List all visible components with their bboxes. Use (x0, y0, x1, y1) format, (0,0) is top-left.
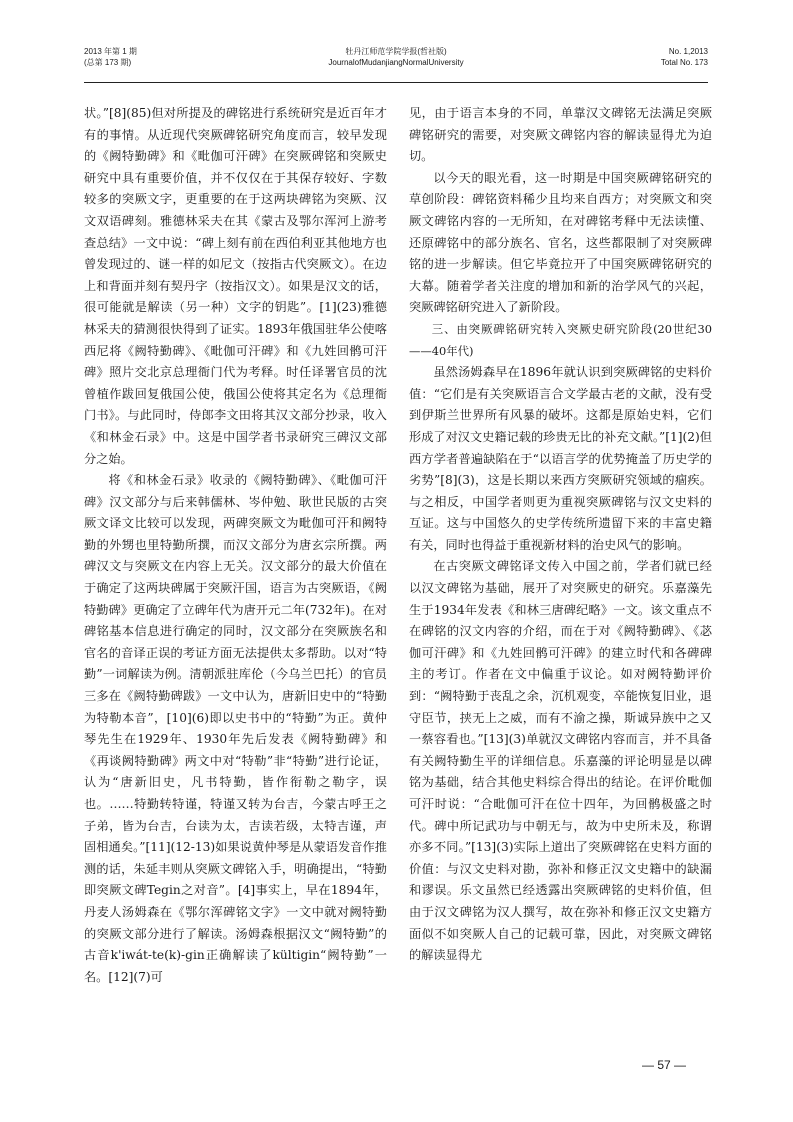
paragraph: 虽然汤姆森早在1896年就认识到突厥碑铭的史料价值：“它们是有关突厥语言合文学最古老的文献，没有受到伊斯兰世界所有风暴的破坏。这都是原始史料，它们形成了对汉文史籍记载的珍贵无比的补充文献。”[1](2)但西方学者普遍缺陷在于“以语言学的优势掩盖了历史学的劣势”[8](3)，这是长期以来西方突厥研究领域的痼疾。与之相反，中国学者则更为重视突厥碑铭与汉文史料的互证。这与中国悠久的史学传统所遗留下来的丰富史籍有关，同时也得益于重视新材料的治史风气的影响。 (409, 365, 712, 552)
journal-title (84, 46, 708, 68)
page-header (84, 46, 708, 82)
paragraph: 状。”[8](85)但对所提及的碑铭进行系统研究是近百年才有的事情。从近现代突厥碑铭研究角度而言，较早发现的《阙特勤碑》和《毗伽可汗碑》在突厥碑铭和突厥史研究中具有重要价值，并不仅仅在于其保存较好、字数较多的突厥文字，更重要的在于这两块碑铭为突厥、汉文双语碑刻。雅德林采夫在其《蒙古及鄂尔浑河上游考查总结》一文中说：“碑上刻有前在西伯利亚其他地方也曾发现过的、谜一样的如尼文（按指古代突厥文）。在边上和背面并刻有契丹字（按指汉文）。如果是汉文的话，很可能就是解读（另一种）文字的钥匙”。[1](23)雅德林采夫的猜测很快得到了证实。1893年俄国驻华公使喀西尼将《阙特勤碑》、《毗伽可汗碑》和《九姓回鹘可汗碑》照片交北京总理衙门代为考释。时任译署官员的沈曾植作跋回复俄国公使，俄国公使将其定名为《总理衙门书》。与此同时，侍郎李文田将其汉文部分抄录，收入《和林金石录》中。这是中国学者书录研究三碑汉文部分之始。 (84, 106, 387, 466)
paragraph: 在古突厥文碑铭译文传入中国之前，学者们就已经以汉文碑铭为基础，展开了对突厥史的研究。乐嘉藻先生于1934年发表《和林三唐碑纪略》一文。该文重点不在碑铭的汉文内容的介绍，而在于对《阙特勤碑》、《苾伽可汗碑》和《九姓回鹘可汗碑》的建立时代和各碑碑主的考订。作者在文中偏重于议论。如对阙特勤评价到：“阙特勤于丧乱之余，沉机观变，卒能恢复旧业，退守臣节，挟无上之威，而有不渝之操，斯诚异族中之又一蔡容看也。”[13](3)单就汉文碑铭内容而言，并不具备有关阙特勤生平的详细信息。乐嘉藻的评论明显是以碑铭为基础，结合其他史料综合得出的结论。在评价毗伽可汗时说：“合毗伽可汗在位十四年，为回鹘极盛之时代。碑中所记武功与中朝无与，故为中史所未及，称谓亦多不同。”[13](3)实际上道出了突厥碑铭在史料方面的价值：与汉文史料对勘，弥补和修正汉文史籍中的缺漏和谬误。乐文虽然已经透露出突厥碑铭的史料价值，但由于汉文碑铭为汉人撰写，故在弥补和修正汉文史籍方面似不如突厥人自己的记载可靠，因此，对突厥文碑铭的解读显得尤 (409, 559, 712, 963)
issue-number (661, 46, 708, 68)
left-column (84, 103, 387, 988)
paragraph: 以今天的眼光看，这一时期是中国突厥碑铭研究的草创阶段：碑铭资料稀少且均来自西方；对突厥文和突厥文碑铭内容的一无所知，在对碑铭考释中无法读懂、还原碑铭中的部分族名、官名，这些都限制了对突厥碑铭的进一步解读。但它毕竟拉开了中国突厥碑铭研究的大幕。随着学者关注度的增加和新的治学风气的兴起，突厥碑铭研究进入了新阶段。 (409, 170, 712, 315)
issue-no: No. 1,2013 (668, 47, 708, 56)
journal-name-cn: 牡丹江师范学院学报(哲社版) (345, 47, 447, 56)
paragraph: 见，由于语言本身的不同，单靠汉文碑铭无法满足突厥碑铭研究的需要，对突厥文碑铭内容的解读显得尤为迫切。 (409, 106, 712, 164)
right-column (409, 103, 712, 967)
header-rule (84, 82, 708, 83)
issue-total-no: Total No. 173 (660, 58, 708, 67)
issue-total: (总第 173 期) (84, 58, 132, 67)
issue-year: 2013 年第 1 期 (84, 47, 137, 56)
page-number: — 57 — (641, 1058, 686, 1072)
section-heading: 三、由突厥碑铭研究转入突厥史研究阶段(20世纪30——40年代) (409, 321, 712, 358)
paragraph: 将《和林金石录》收录的《阙特勤碑》、《毗伽可汗碑》汉文部分与后来韩儒林、岑仲勉、耿世民版的古突厥文译文比较可以发现，两碑突厥文为毗伽可汗和阙特勤的外甥也里特勤所撰，而汉文部分为唐玄宗所撰。两碑汉文与突厥文在内容上无关。汉文部分的最大价值在于确定了这两块碑属于突厥汗国，语言为古突厥语，《阙特勤碑》更确定了立碑年代为唐开元二年(732年)。在对碑铭基本信息进行确定的同时，汉文部分在突厥族名和官名的音译正误的考证方面无法提供太多帮助。以对“特勤”一词解读为例。清朝派驻库伦（今乌兰巴托）的官员三多在《阙特勤碑跋》一文中认为，唐新旧史中的“特勤为特勒本音”，[10](6)即以史书中的“特勤”为正。黄仲琴先生在1929年、1930年先后发表《阙特勤碑》和《再谈阙特勤碑》两文中对“特勒”非“特勤”进行论证，认为“唐新旧史，凡书特勤，皆作衔勒之勒字，误也。……特勤转特谨，特谨又转为台吉，今蒙古呼王之子弟，皆为台吉，台读为太，吉读若级，太特吉谨，声固相通矣。”[11](12-13)如果说黄仲琴是从蒙语发音作推测的话，朱延丰则从突厥文碑铭入手，明确提出，“特勤即突厥文碑Tegin之对音”。[4]事实上，早在1894年，丹麦人汤姆森在《鄂尔浑碑铭文字》一文中就对阙特勤的突厥文部分进行了解读。汤姆森根据汉文“阙特勤”的古音k'iwát-te(k)-gin正确解读了kültigin“阙特勤”一名。[12](7)可 (84, 473, 387, 984)
journal-name-en: JournalofMudanjiangNormalUniversity (328, 58, 464, 67)
